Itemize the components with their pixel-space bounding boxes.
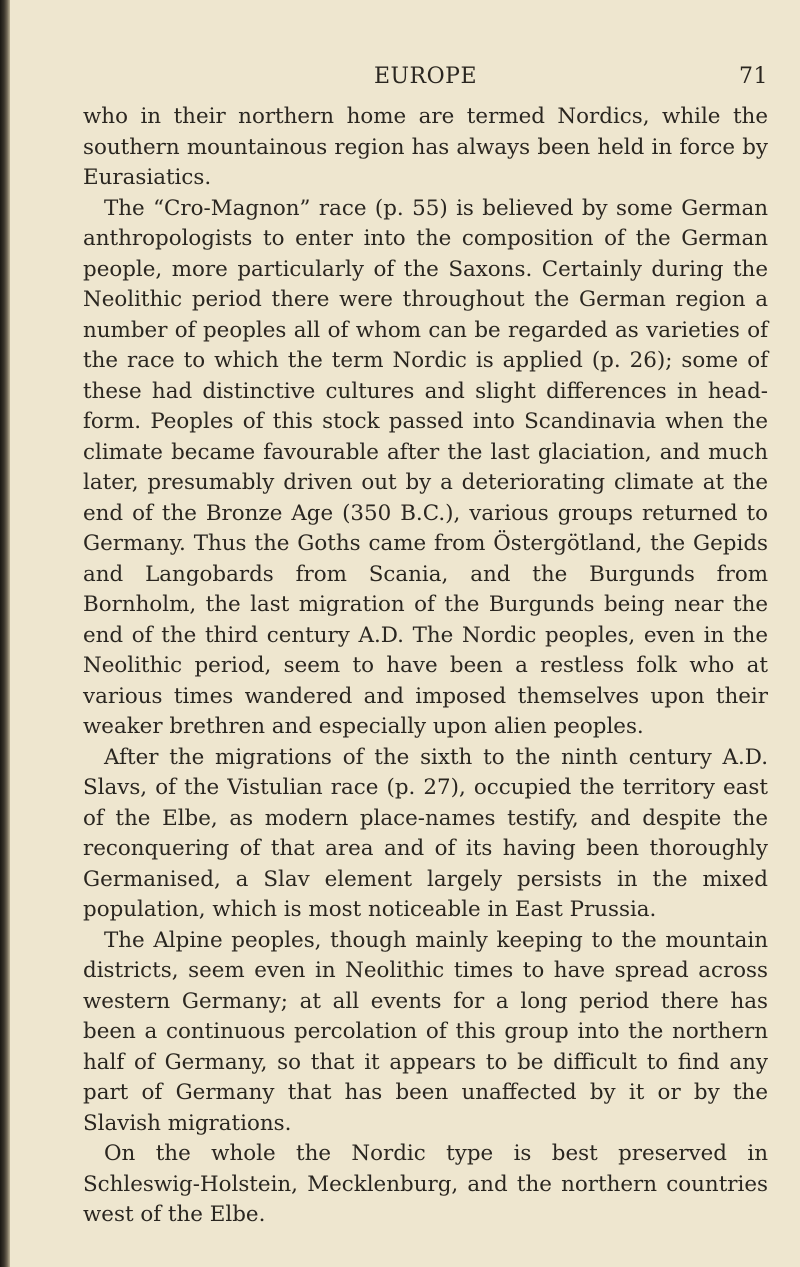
paragraph-alpine-peoples: The Alpine peoples, though mainly keeping to the mountain districts, seem even in Neolithic times to have spread across western Germany; at all events for a long period there has been a continuous percolation of this group into the northern half of Germany, so that it appears to be difficult to find any part of Germany that has been unaffected by it or by the Slavish migrations. bbox=[83, 927, 768, 1136]
running-title: EUROPE bbox=[373, 64, 478, 89]
page-number: 71 bbox=[739, 64, 768, 89]
running-header bbox=[83, 62, 768, 98]
paragraph-cro-magnon: The “Cro-Magnon” race (p. 55) is believed by some German anthropologists to enter into the composition of the German people, more particularly of the Saxons. Certainly during the Neolithic period there were throughout the German region a number of peoples all of whom can be regarded as varieties of the race to which the term Nordic is applied (p. 26); some of these had distinctive cultures and slight differences in head-form. Peoples of this stock passed into Scandinavia when the climate became favourable after the last glaciation, and much later, presumably driven out by a deteriorating climate at the end of the Bronze Age (350 B.C.), various groups returned to Germany. Thus the Goths came from Östergötland, the Gepids and Langobards from Scania, and the Burgunds from Bornholm, the last migration of the Burgunds being near the end of the third century A.D. The Nordic peoples, even in the Neolithic period, seem to have been a restless folk who at various times wandered and imposed themselves upon their weaker brethren and especially upon alien peoples. bbox=[83, 195, 768, 739]
book-page bbox=[83, 62, 768, 1231]
paragraph-nordic-type: On the whole the Nordic type is best preserved in Schleswig-Holstein, Mecklenburg, and the northern countries west of the Elbe. bbox=[83, 1141, 768, 1227]
paragraph-slav-migrations: After the migrations of the sixth to the ninth century A.D. Slavs, of the Vistulian race (p. 27), occupied the territory east of the Elbe, as modern place-names testify, and despite the reconquering of that area and of its having been thoroughly Germanised, a Slav element largely persists in the mixed population, which is most noticeable in East Prussia. bbox=[83, 744, 768, 922]
book-binding-edge bbox=[0, 0, 10, 1267]
paragraph-continued: who in their northern home are termed Nordics, while the southern mountainous region has always been held in force by Eurasiatics. bbox=[83, 104, 768, 190]
body-text bbox=[83, 102, 768, 1231]
